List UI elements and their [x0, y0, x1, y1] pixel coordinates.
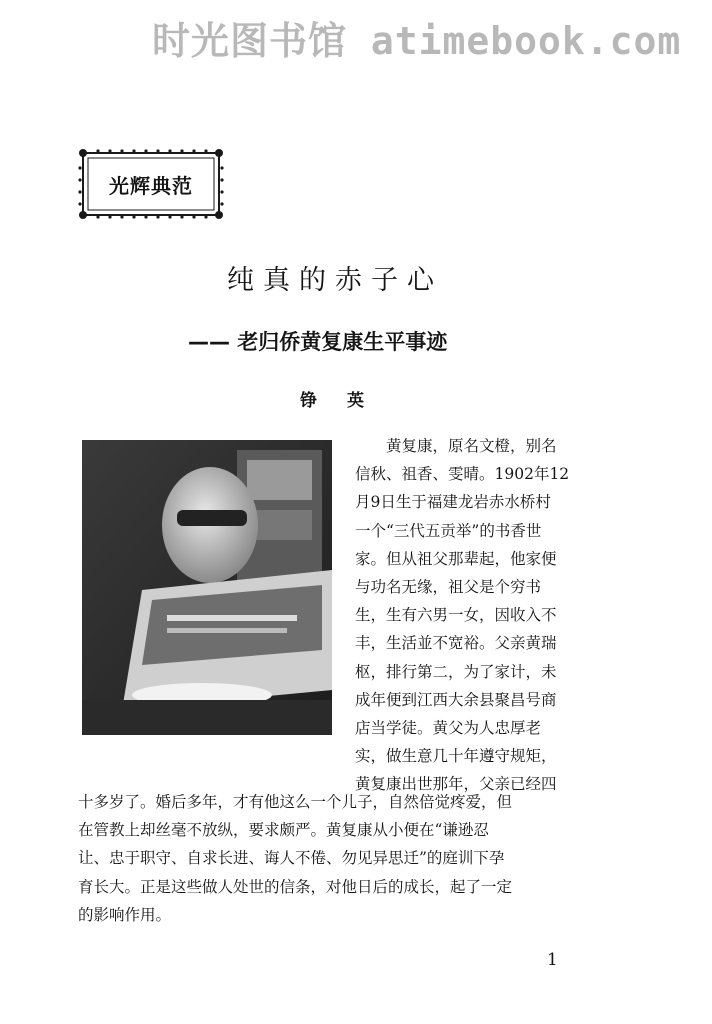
paragraph-line: 让、忠于职守、自求长进、诲人不倦、勿见异思迁”的庭训下孕 — [78, 849, 505, 868]
paragraph-line: 月9日生于福建龙岩赤水桥村 — [355, 493, 551, 512]
paragraph-line: 生，生有六男一女，因收入不 — [355, 606, 557, 625]
column-label: 光辉典范 — [109, 174, 193, 198]
paragraph-line: 与功名无缘，祖父是个穷书 — [355, 578, 542, 597]
portrait-photo-icon — [82, 440, 332, 735]
body-paragraph — [78, 788, 633, 929]
paragraph-line: 十多岁了。婚后多年，才有他这么一个儿子，自然倍觉疼爱，但 — [78, 793, 513, 811]
paragraph-line: 枢，排行第二，为了家计，未 — [355, 662, 557, 681]
watermark: 时光图书馆 atimebook.com — [152, 19, 682, 63]
paragraph-line: 实，做生意几十年遵守规矩， — [355, 747, 557, 766]
paragraph-line: 丰，生活並不宽裕。父亲黄瑞 — [355, 634, 557, 653]
paragraph-line: 一个“三代五贡举”的书香世 — [355, 521, 542, 540]
paragraph-line: 成年便到江西大余县聚昌号商 — [355, 690, 557, 709]
paragraph-line: 家。但从祖父那辈起，他家便 — [355, 549, 557, 568]
paragraph-line: 育长大。正是这些做人处世的信条，对他日后的成长，起了一定 — [78, 877, 513, 896]
page-number: 1 — [547, 950, 558, 970]
paragraph-line: 信秋、祖香、雯晴。1902年12 — [355, 465, 570, 484]
article-subtitle: —— 老归侨黄复康生平事迹 — [188, 330, 448, 354]
paragraph-line: 的影响作用。 — [78, 905, 172, 924]
portrait-photo — [82, 440, 332, 735]
paragraph-line: 店当学徒。黄父为人忠厚老 — [355, 719, 542, 738]
paragraph-line: 黄复康出世那年，父亲已经四 — [355, 775, 557, 794]
paragraph-line: 黄复康，原名文橙，别名 — [355, 437, 557, 455]
author-byline: 铮英 — [300, 391, 394, 411]
article-title: 纯真的赤子心 — [227, 265, 443, 296]
side-paragraph — [355, 432, 630, 799]
column-badge — [78, 148, 224, 220]
paragraph-line: 在管教上却丝毫不放纵，要求颇严。黄复康从小便在“谦逊忍 — [78, 821, 489, 840]
